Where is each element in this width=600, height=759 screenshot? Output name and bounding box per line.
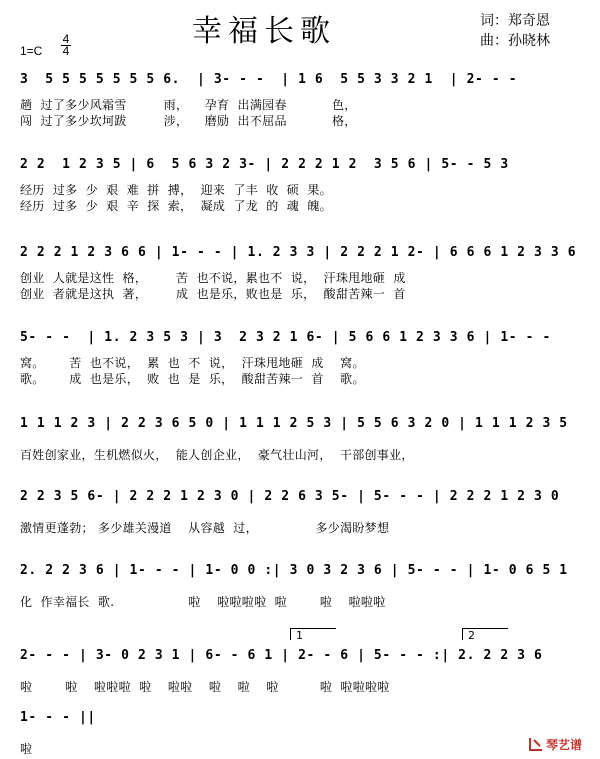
lyrics-verse-2: 经历 过多 少 艰 辛 探 索， 凝成 了龙 的 魂 魄。 [20, 199, 332, 213]
lyrics-line: 啦 [20, 742, 33, 756]
lyrics-verse-1: 趟 过了多少风霜雪 雨， 孕育 出满园春 色， [20, 98, 357, 112]
time-signature [61, 34, 71, 57]
notation-line: 2. 2 2 3 6 | 1- - - | 1- 0 0 :| 3 0 3 2 3 6 | 5- - - | 1- 0 6 5 1 [20, 563, 568, 578]
lyricist-credit: 词：郑奇恩 [480, 13, 550, 29]
lyrics-verse-1: 经历 过多 少 艰 难 拼 搏， 迎来 了丰 收 硕 果。 [20, 183, 332, 197]
logo-icon [528, 736, 544, 752]
notation-line: 5- - - | 1. 2 3 5 3 | 3 2 3 2 1 6- | 5 6 6 1 2 3 3 6 | 1- - - [20, 330, 551, 345]
lyrics-line: 激情更蓬勃； 多少雄关漫道 从容越 过， 多少渴盼梦想 [20, 521, 390, 535]
composer-credit: 曲：孙晓林 [480, 33, 550, 49]
volta-bracket-1-hook [290, 628, 291, 640]
watermark-text: 琴艺谱 [546, 738, 583, 752]
notation-line: 2 2 2 1 2 3 6 6 | 1- - - | 1. 2 3 3 | 2 2 2 1 2- | 6 6 6 1 2 3 3 6 [20, 245, 577, 260]
time-signature-top: 4 [62, 32, 70, 46]
volta-bracket-2-hook [462, 628, 463, 640]
lyrics-verse-1: 窝。 苦 也不说， 累 也 不 说， 汗珠甩地砸 成 窝。 [20, 356, 365, 370]
notation-line: 3 5 5 5 5 5 5 5 6. | 3- - - | 1 6 5 5 3 3 2 1 | 2- - - [20, 72, 518, 87]
lyrics-verse-1: 创业 人就是这性 格， 苦 也不说，累也不 说， 汗珠甩地砸 成 [20, 271, 406, 285]
lyrics-line: 化 作幸福长 歌. 啦 啦啦啦啦 啦 啦 啦啦啦 [20, 595, 386, 609]
notation-line: 2- - - | 3- 0 2 3 1 | 6- - 6 1 | 2- - 6 | 5- - - :| 2. 2 2 3 6 [20, 648, 543, 663]
lyrics-verse-2: 创业 者就是这执 著， 成 也是乐，败也是 乐， 酸甜苦辣一 首 [20, 287, 406, 301]
volta-number-1: 1 [296, 629, 303, 642]
watermark-logo [528, 734, 594, 754]
notation-line: 2 2 1 2 3 5 | 6 5 6 3 2 3- | 2 2 2 1 2 3 5 6 | 5- - 5 3 [20, 157, 509, 172]
lyrics-verse-2: 闯 过了多少坎坷跋 涉， 磨励 出不屈品 格， [20, 114, 357, 128]
lyrics-line: 啦 啦 啦啦啦 啦 啦啦 啦 啦 啦 啦 啦啦啦啦 [20, 680, 390, 694]
time-signature-bottom: 4 [62, 44, 70, 58]
volta-number-2: 2 [468, 629, 475, 642]
notation-line: 2 2 3 5 6- | 2 2 2 1 2 3 0 | 2 2 6 3 5- | 5- - - | 2 2 2 1 2 3 0 [20, 489, 560, 504]
key-signature: 1=C [20, 44, 43, 58]
lyrics-line: 百姓创家业，生机燃似火， 能人创企业， 豪气壮山河， 干部创事业， [20, 448, 414, 462]
notation-line: 1- - - || [20, 710, 96, 725]
lyrics-verse-2: 歌。 成 也是乐， 败 也 是 乐， 酸甜苦辣一 首 歌。 [20, 372, 365, 386]
notation-line: 1 1 1 2 3 | 2 2 3 6 5 0 | 1 1 1 2 5 3 | 5 5 6 3 2 0 | 1 1 1 2 3 5 [20, 416, 568, 431]
song-title: 幸福长歌 [192, 14, 336, 49]
